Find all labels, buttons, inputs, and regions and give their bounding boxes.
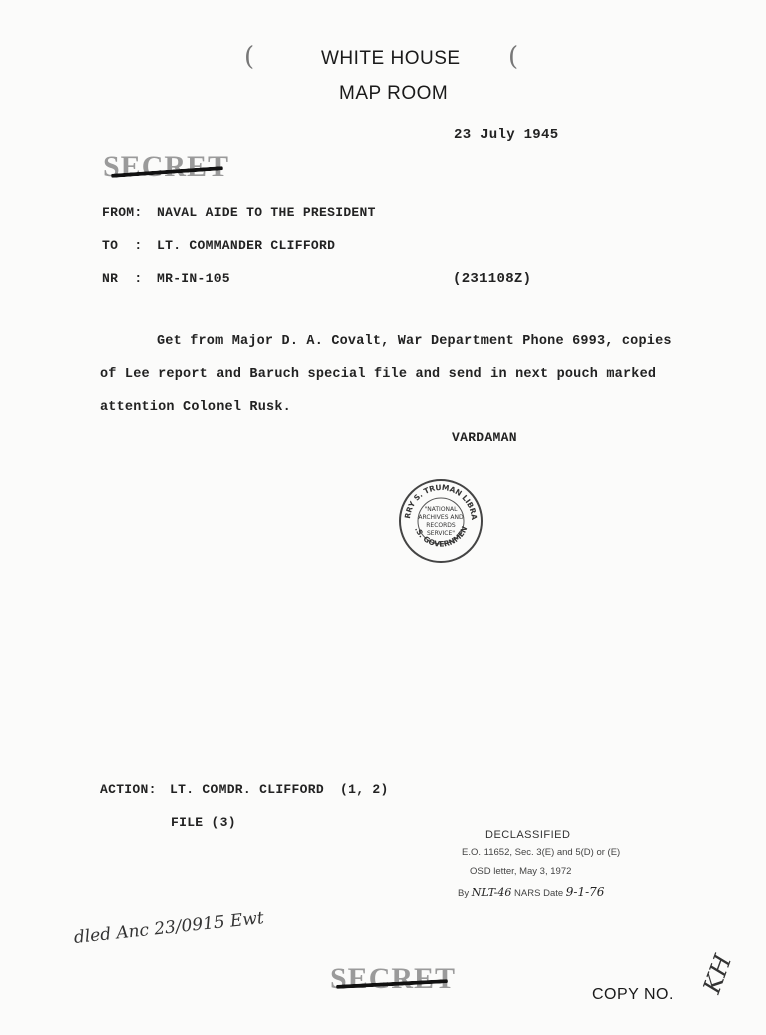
stamp-outer-bottom: .S. GOVERNMEN [412,524,470,549]
declass-line-3 [458,885,638,899]
signature: VARDAMAN [452,430,517,445]
date-time-group: (231108Z) [453,271,532,287]
action-value: LT. COMDR. CLIFFORD [170,782,324,797]
body-line-2: of Lee report and Baruch special file and send in next pouch marked [100,367,657,382]
declass-line-1: E.O. 11652, Sec. 3(E) and 5(D) or (E) [462,847,621,858]
handwritten-note: dled Anc 23/0915 Ewt [72,908,265,948]
declass-by: NLT-46 [471,886,512,899]
stamp-outer-top: RRY S. TRUMAN LIBRA [403,482,480,521]
declass-title: DECLASSIFIED [485,829,571,841]
archives-seal-icon [398,478,484,564]
nr-value: MR-IN-105 [157,271,230,286]
action-label: ACTION: [100,782,157,797]
file-copy: FILE (3) [171,815,236,830]
header-line-1: WHITE HOUSE [321,48,461,69]
body-line-3: attention Colonel Rusk. [100,400,291,415]
to-label: TO : [102,238,143,253]
declass-nars-label: NARS Date [514,888,564,899]
header-line-2: MAP ROOM [339,83,449,104]
from-value: NAVAL AIDE TO THE PRESIDENT [157,205,376,220]
declass-by-label: By [458,888,470,899]
copy-number-label: COPY NO. [592,986,674,1003]
declass-line-2: OSD letter, May 3, 1972 [470,866,572,877]
declass-date: 9-1-76 [565,885,605,899]
handwritten-initials: KH [697,950,738,998]
stamp-inner-4: SERVICE" [426,530,456,537]
nr-label: NR : [102,271,143,286]
document-date: 23 July 1945 [454,127,559,143]
punch-mark-left: ( [244,42,255,72]
classification-stamp-bottom [330,962,460,1000]
to-value: LT. COMMANDER CLIFFORD [157,238,336,253]
from-label: FROM: [102,205,143,220]
stamp-inner-2: ARCHIVES AND [418,514,464,521]
archives-stamp [398,478,484,564]
classification-text: SECRET [103,150,230,183]
action-copies: (1, 2) [340,782,389,797]
punch-mark-right: ( [508,42,519,72]
stamp-inner-3: RECORDS [426,522,456,529]
body-line-1: Get from Major D. A. Covalt, War Department Phone 6993, copies [157,334,672,349]
stamp-inner-1: "NATIONAL [424,506,458,513]
classification-stamp-top [103,150,233,188]
classification-text-bottom: SECRET [330,962,457,995]
